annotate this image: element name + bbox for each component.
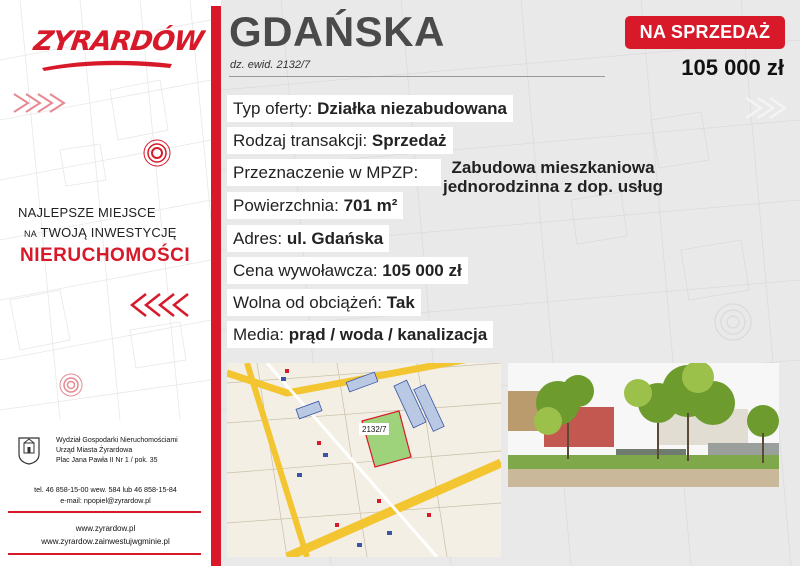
map-parcel-label: 2132/7 [362,425,387,434]
field-label: Przeznaczenie w MPZP: [233,163,419,182]
field-value: 701 m² [343,196,398,215]
tagline-rest: TWOJĄ INWESTYCJĘ [40,225,177,240]
field-value: ul. Gdańska [286,229,384,248]
website-link-main[interactable]: www.zyrardow.pl [75,524,136,533]
office-address [56,436,178,466]
field-offer-type [227,95,513,122]
field-encumbrance [227,289,421,316]
logo-swoosh [40,58,174,72]
field-transaction-type [227,127,453,154]
target-circle-icon-2 [58,372,84,398]
parcel-map-image [227,363,501,557]
field-utilities [227,321,493,348]
listing-parcel-id: dz. ewid. 2132/7 [230,59,311,71]
red-separator [8,511,201,513]
field-label: Wolna od obciążeń: [233,293,383,312]
field-label: Cena wywoławcza: [233,261,378,280]
tagline-small-word: NA [24,229,37,239]
field-area [227,192,403,219]
target-circle-icon [142,138,172,168]
website-link-invest[interactable]: www.zyrardow.zainwestujwgminie.pl [41,537,170,546]
logo-text: ZYRARDÓW [31,26,205,57]
office-line: Urząd Miasta Żyrardowa [56,447,133,454]
field-address [227,225,389,252]
city-crest-icon [18,437,40,465]
phone-text: tel. 46 858-15-00 wew. 584 lub 46 858-15-84 [34,485,177,494]
field-label: Powierzchnia: [233,196,339,215]
field-mpzp-value [443,158,663,196]
field-mpzp [227,159,441,186]
red-vertical-divider [211,6,221,566]
field-label: Media: [233,325,285,344]
left-panel [0,0,211,566]
listing-title: GDAŃSKA [229,8,445,55]
email-link[interactable]: e-mail: npopiel@zyrardow.pl [60,496,151,505]
parcel-photo [508,363,779,487]
tagline-highlight: NIERUCHOMOŚCI [20,245,191,266]
listing-panel [221,0,800,566]
chevron-right-icon [10,90,68,116]
field-starting-price [227,257,468,284]
website-links [8,522,203,548]
field-label: Rodzaj transakcji: [233,131,368,150]
office-line: Plac Jana Pawła II Nr 1 / pok. 35 [56,457,158,464]
field-label: Typ oferty: [233,99,313,118]
field-value: Tak [386,293,415,312]
red-separator-bottom [8,553,201,555]
contact-info [8,484,203,506]
tagline-line-2 [24,225,211,240]
zyrardow-logo [31,22,205,74]
field-label: Adres: [233,229,283,248]
field-value-line: jednorodzinna z dop. usług [443,177,664,196]
office-line: Wydział Gospodarki Nieruchomościami [56,437,178,444]
field-value: Sprzedaż [371,131,447,150]
for-sale-badge: NA SPRZEDAŻ [625,16,785,49]
title-rule [229,76,605,77]
field-value-line: Zabudowa mieszkaniowa [451,158,655,177]
field-value: Działka niezabudowana [317,99,507,118]
field-value: 105 000 zł [382,261,462,280]
field-value: prąd / woda / kanalizacja [288,325,488,344]
listing-price: 105 000 zł [681,55,784,80]
chevron-left-icon [128,290,192,320]
tagline-line-1: NAJLEPSZE MIEJSCE [18,205,156,220]
